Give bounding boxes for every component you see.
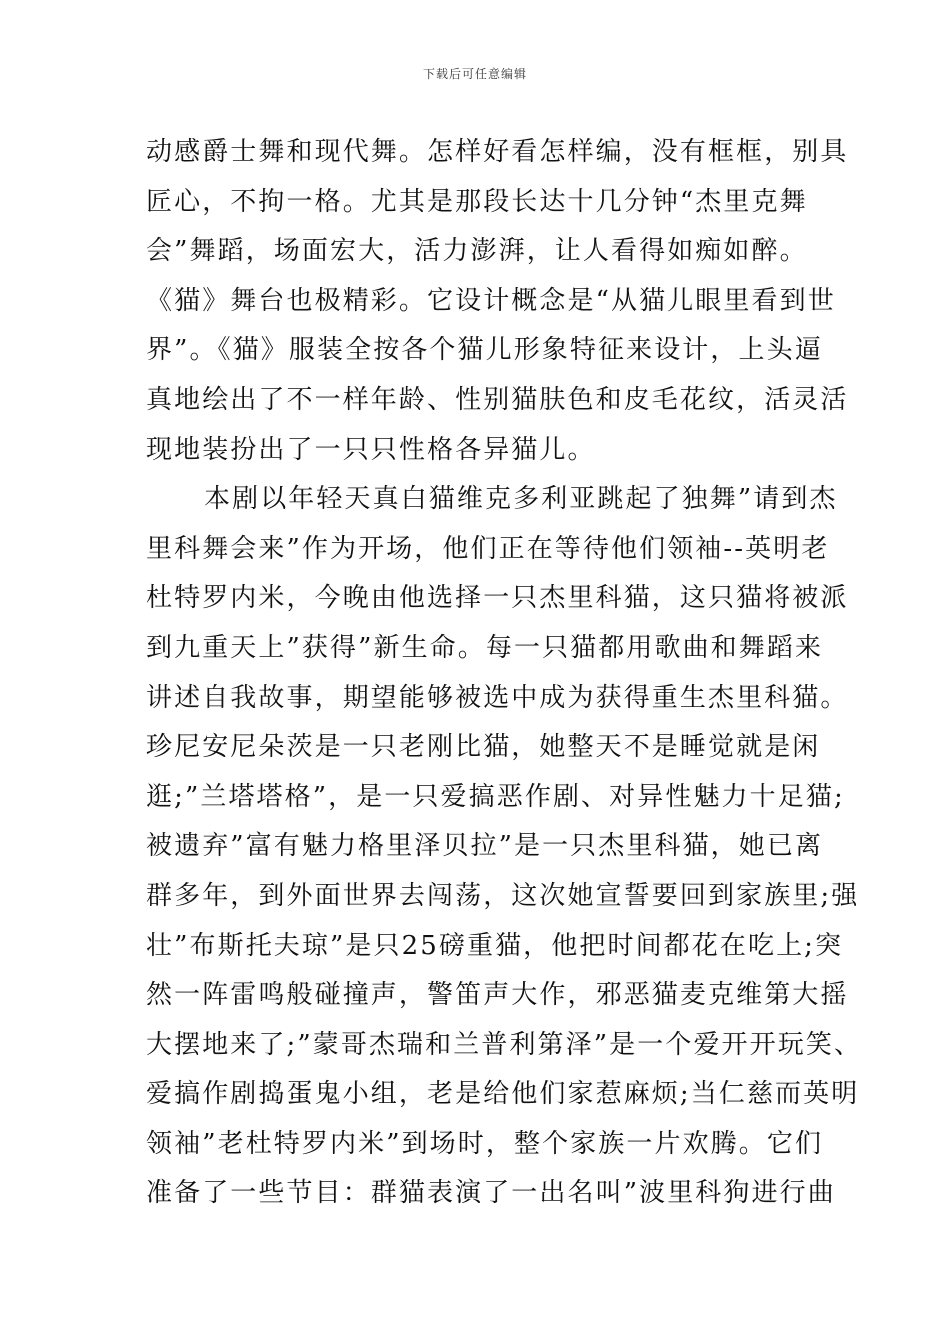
text-line: 动感爵士舞和现代舞。怎样好看怎样编，没有框框，别具 bbox=[146, 137, 849, 167]
text-line: 逛;”兰塔塔格”，是一只爱搞恶作剧、对异性魅力十足猫; bbox=[146, 781, 845, 812]
text-line: 准备了一些节目：群猫表演了一出名叫”波里科狗进行曲 bbox=[146, 1178, 836, 1209]
text-line: 然一阵雷鸣般碰撞声，警笛声大作，邪恶猫麦克维第大摇 bbox=[146, 980, 849, 1011]
text-line: 讲述自我故事，期望能够被选中成为获得重生杰里科猫。 bbox=[146, 682, 849, 713]
document-body bbox=[146, 128, 863, 1219]
text-line: 壮”布斯托夫琼”是只25磅重猫，他把时间都花在吃上;突 bbox=[146, 930, 844, 961]
page-header: 下载后可任意编辑 bbox=[422, 67, 527, 81]
text-line: 群多年，到外面世界去闯荡，这次她宣誓要回到家族里;强 bbox=[146, 880, 860, 911]
text-line: 大摆地来了;”蒙哥杰瑞和兰普利第泽”是一个爱开开玩笑、 bbox=[146, 1029, 863, 1060]
text-line: 界”。《猫》服装全按各个猫儿形象特征来设计，上头逼 bbox=[146, 335, 823, 366]
text-line: 珍尼安尼朵茨是一只老刚比猫，她整天不是睡觉就是闲 bbox=[146, 732, 821, 763]
paragraph-start-line: 本剧以年轻天真白猫维克多利亚跳起了独舞”请到杰 bbox=[204, 484, 838, 515]
text-line: 爱搞作剧捣蛋鬼小组，老是给他们家惹麻烦;当仁慈而英明 bbox=[146, 1079, 860, 1110]
text-line: 到九重天上”获得”新生命。每一只猫都用歌曲和舞蹈来 bbox=[146, 632, 824, 663]
text-line: 真地绘出了不一样年龄、性别猫肤色和皮毛花纹，活灵活 bbox=[146, 384, 849, 415]
text-line: 现地装扮出了一只只性格各异猫儿。 bbox=[146, 434, 596, 465]
text-line: 匠心，不拘一格。尤其是那段长达十几分钟“杰里克舞 bbox=[146, 186, 808, 217]
text-line: 会”舞蹈，场面宏大，活力澎湃，让人看得如痴如醉。 bbox=[146, 236, 808, 267]
text-line: 杜特罗内米，今晚由他选择一只杰里科猫，这只猫将被派 bbox=[146, 583, 849, 614]
text-line: 《猫》舞台也极精彩。它设计概念是“从猫儿眼里看到世 bbox=[146, 285, 836, 316]
text-line: 领袖”老杜特罗内米”到场时，整个家族一片欢腾。它们 bbox=[146, 1128, 824, 1159]
text-line: 被遗弃”富有魅力格里泽贝拉”是一只杰里科猫，她已离 bbox=[146, 831, 824, 862]
text-line: 里科舞会来”作为开场，他们正在等待他们领袖--英明老 bbox=[146, 533, 830, 564]
